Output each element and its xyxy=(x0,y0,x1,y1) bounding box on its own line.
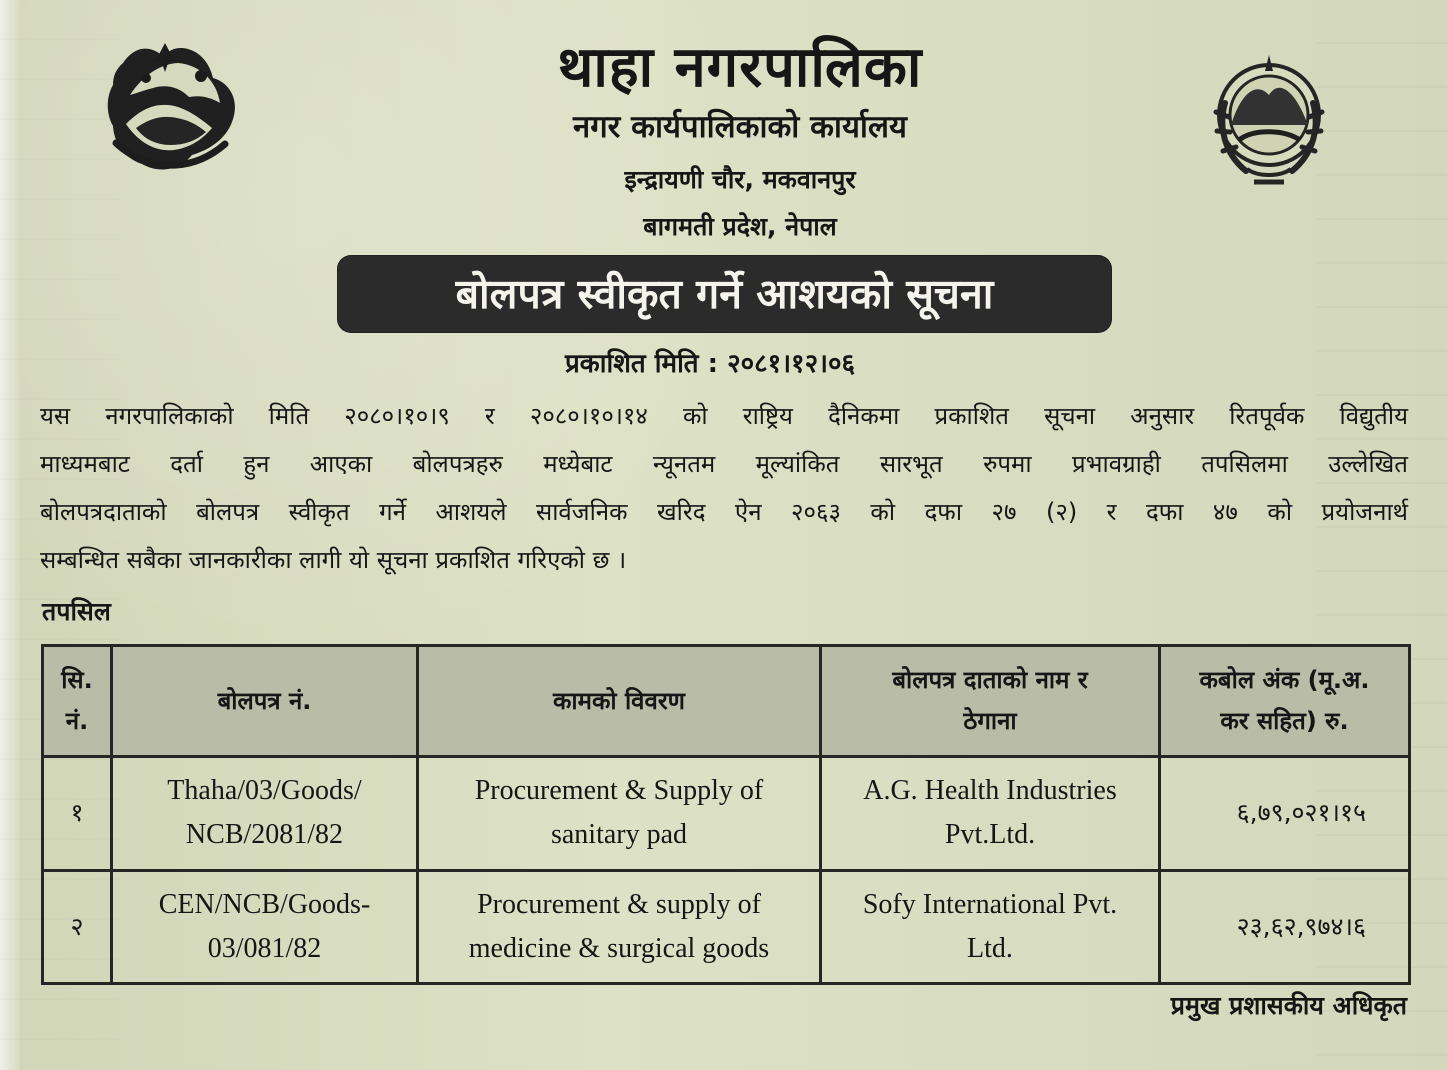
row-1-description-line-2: sanitary pad xyxy=(550,819,688,851)
amount-header-line-2: कर सहित) रु. xyxy=(1220,707,1349,735)
intro-line-4: सम्बन्धित सबैका जानकारीका लागी यो सूचना प्रकाशित गरिएको छ । xyxy=(40,546,627,574)
office-name: नगर कार्यपालिकाको कार्यालय xyxy=(573,109,907,145)
row-1-bid-number-line-1: Thaha/03/Goods/ xyxy=(167,775,362,807)
row-1-bid-number xyxy=(112,757,418,871)
row-1-description-line-1: Procurement & Supply of xyxy=(474,775,764,807)
row-2-bidder-name-address xyxy=(821,870,1160,984)
nepal-emblem-icon xyxy=(98,40,242,180)
row-2-description-line-1: Procurement & supply of xyxy=(477,888,761,920)
row-2-serial-number: २ xyxy=(43,870,112,984)
schedule-label: तपसिल xyxy=(42,597,111,626)
row-1-work-description xyxy=(418,757,821,871)
serial-number-header xyxy=(43,646,112,757)
bid-amount-header xyxy=(1160,646,1410,757)
amount-header-line-1: कबोल अंक (मू.अ. xyxy=(1199,666,1370,694)
bid-number-header: बोलपत्र नं. xyxy=(112,646,418,757)
intro-line-3: बोलपत्रदाताको बोलपत्र स्वीकृत गर्ने आशयले सार्वजनिक खरिद ऐन २०६३ को दफा २७ (२) र दफा ४७ को प्रयोजनार्थ xyxy=(40,498,1408,526)
work-description-header: कामको विवरण xyxy=(418,646,821,757)
row-2-bidder-line-2: Ltd. xyxy=(967,932,1013,964)
row-2-bid-amount: २३,६२,९७४।६ xyxy=(1160,870,1410,984)
address-line-1: इन्द्रायणी चौर, मकवानपुर xyxy=(624,165,856,194)
row-1-bidder-line-2: Pvt.Ltd. xyxy=(944,819,1036,851)
bidder-header-line-1: बोलपत्र दाताको नाम र xyxy=(892,666,1088,694)
table-row xyxy=(43,870,1410,984)
row-1-bidder-line-1: A.G. Health Industries xyxy=(863,775,1117,807)
row-2-work-description xyxy=(418,870,821,984)
row-1-bid-number-line-2: NCB/2081/82 xyxy=(185,819,344,851)
table-row xyxy=(43,757,1410,871)
row-2-bid-number-line-2: 03/081/82 xyxy=(207,932,322,964)
bid-acceptance-table xyxy=(41,644,1411,985)
intro-line-2: माध्यमबाट दर्ता हुन आएका बोलपत्रहरु मध्येबाट न्यूनतम मूल्यांकित सारभूत रुपमा प्रभावग्राही तपसिलमा उल्लेखित xyxy=(40,450,1408,478)
serial-header-line-1: सि. xyxy=(61,666,93,694)
address-line-2: बागमती प्रदेश, नेपाल xyxy=(643,212,837,241)
row-1-bidder-name-address xyxy=(821,757,1160,871)
row-2-description-line-2: medicine & surgical goods xyxy=(468,932,770,964)
municipality-seal-icon xyxy=(1209,45,1329,195)
signatory-title: प्रमुख प्रशासकीय अधिकृत xyxy=(1170,991,1407,1020)
table-header-row xyxy=(43,646,1410,757)
municipality-title: थाहा नगरपालिका xyxy=(557,35,923,100)
notice-heading: बोलपत्र स्वीकृत गर्ने आशयको सूचना xyxy=(337,255,1112,333)
row-1-bid-amount: ६,७९,०२१।१५ xyxy=(1160,757,1410,871)
row-1-serial-number: १ xyxy=(43,757,112,871)
published-date: प्रकाशित मिति : २०८१।१२।०६ xyxy=(565,349,855,379)
row-2-bid-number xyxy=(112,870,418,984)
serial-header-line-2: नं. xyxy=(65,707,89,735)
intro-line-1: यस नगरपालिकाको मिति २०८०।१०।९ र २०८०।१०।१४ को राष्ट्रिय दैनिकमा प्रकाशित सूचना अनुसार रितपूर्वक विद्युतीय xyxy=(40,402,1408,430)
row-2-bidder-line-1: Sofy International Pvt. xyxy=(862,888,1118,920)
row-2-bid-number-line-1: CEN/NCB/Goods- xyxy=(158,888,371,920)
bidder-name-address-header xyxy=(821,646,1160,757)
notice-intro-paragraph xyxy=(40,392,1408,584)
bidder-header-line-2: ठेगाना xyxy=(963,707,1017,735)
